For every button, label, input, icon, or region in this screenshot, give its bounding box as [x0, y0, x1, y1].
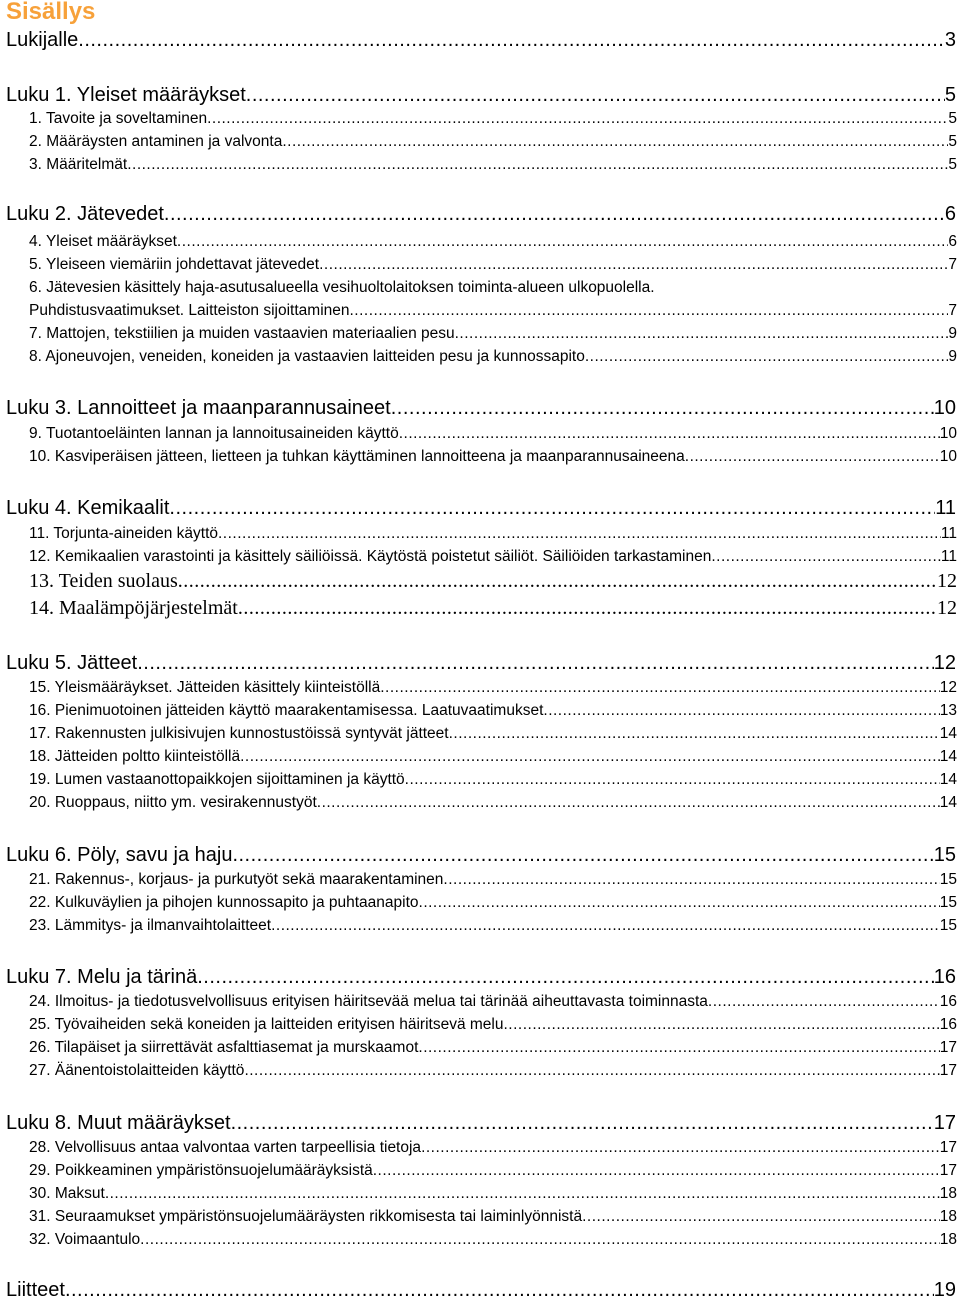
toc-entry-label: 7. Mattojen, tekstiilien ja muiden vastaavien materiaalien pesu: [29, 325, 455, 342]
toc-entry-text: 6. Jätevesien käsittely haja-asutusalueella vesihuoltolaitoksen toiminta-alueen ulkopuolella.: [29, 279, 655, 296]
dot-leader: [218, 525, 941, 543]
toc-section-entry[interactable]: [29, 1039, 957, 1057]
toc-page-number: 17: [933, 1112, 956, 1134]
toc-section-entry[interactable]: [29, 110, 957, 128]
dot-leader: [418, 1039, 939, 1057]
toc-page-number: 18: [939, 1185, 957, 1202]
toc-page-number: 5: [948, 156, 957, 173]
dot-leader: [238, 597, 937, 620]
toc-page-number: 7: [948, 302, 957, 319]
toc-entry-label: Luku 7. Melu ja tärinä: [6, 966, 198, 988]
toc-entry-label: 1. Tavoite ja soveltaminen: [29, 110, 208, 127]
toc-section-entry[interactable]: [29, 679, 957, 697]
toc-page-number: 12: [939, 679, 957, 696]
dot-leader: [373, 1162, 940, 1180]
dot-leader: [127, 156, 948, 174]
toc-page-number: 17: [939, 1062, 957, 1079]
dot-leader: [282, 133, 948, 151]
toc-chapter-entry[interactable]: [6, 397, 956, 420]
toc-entry-label: 21. Rakennus-, korjaus- ja purkutyöt sekä maarakentaminen: [29, 871, 444, 888]
toc-section-entry[interactable]: [29, 702, 957, 720]
dot-leader: [711, 548, 941, 566]
toc-entry-label: 17. Rakennusten julkisivujen kunnostustöissä syntyvät jätteet: [29, 725, 449, 742]
toc-entry-label: 19. Lumen vastaanottopaikkojen sijoittaminen ja käyttö: [29, 771, 405, 788]
toc-entry-label: 14. Maalämpöjärjestelmät: [29, 597, 238, 619]
toc-page-number: 10: [933, 397, 956, 419]
toc-entry-label: Luku 1. Yleiset määräykset: [6, 84, 246, 106]
toc-section-entry[interactable]: [29, 1139, 957, 1157]
toc-chapter-entry[interactable]: [6, 844, 956, 867]
dot-leader: [240, 748, 940, 766]
dot-leader: [391, 397, 934, 420]
toc-section-entry[interactable]: [29, 156, 957, 174]
toc-entry-label: 16. Pienimuotoinen jätteiden käyttö maarakentamisessa. Laatuvaatimukset: [29, 702, 544, 719]
toc-page-number: 14: [939, 748, 957, 765]
dot-leader: [449, 725, 940, 743]
toc-section-entry[interactable]: [29, 894, 957, 912]
toc-entry-label: 12. Kemikaalien varastointi ja käsittely säiliöissä. Käytöstä poistetut säiliöt. Säiliöiden tarkastaminen: [29, 548, 712, 565]
toc-entry-label: Luku 4. Kemikaalit: [6, 497, 170, 519]
toc-entry-label: 20. Ruoppaus, niitto ym. vesirakennustyöt: [29, 794, 317, 811]
toc-section-entry[interactable]: [29, 1185, 957, 1203]
toc-section-entry[interactable]: [29, 570, 957, 593]
toc-page-number: 3: [944, 29, 956, 51]
toc-entry-label: 25. Työvaiheiden sekä koneiden ja laitteiden erityisen häiritsevä melu: [29, 1016, 504, 1033]
dot-leader: [399, 425, 940, 443]
toc-page-number: 11: [940, 548, 957, 565]
toc-title: Sisällys: [6, 0, 96, 25]
toc-section-entry[interactable]: [29, 748, 957, 766]
toc-section-entry[interactable]: [29, 1208, 957, 1226]
toc-entry-label: Lukijalle: [6, 29, 79, 51]
dot-leader: [503, 1016, 939, 1034]
toc-page-number: 13: [939, 702, 957, 719]
dot-leader: [164, 203, 945, 226]
toc-entry-label: Luku 2. Jätevedet: [6, 203, 164, 225]
dot-leader: [708, 993, 940, 1011]
dot-leader: [443, 871, 939, 889]
toc-page-number: 17: [939, 1039, 957, 1056]
toc-chapter-entry[interactable]: [6, 652, 956, 675]
toc-section-entry[interactable]: [29, 771, 957, 789]
toc-entry-label: 2. Määräysten antaminen ja valvonta: [29, 133, 283, 150]
toc-entry-label: 29. Poikkeaminen ympäristönsuojelumääräyksistä: [29, 1162, 373, 1179]
toc-section-entry[interactable]: [29, 233, 957, 251]
toc-entry-label: Luku 5. Jätteet: [6, 652, 138, 674]
toc-page-number: 11: [940, 525, 957, 542]
dot-leader: [197, 966, 934, 989]
toc-page-number: 15: [939, 871, 957, 888]
toc-chapter-entry[interactable]: [6, 84, 956, 107]
dot-leader: [421, 1139, 940, 1157]
toc-page-number: 5: [948, 133, 957, 150]
toc-entry-label: 18. Jätteiden poltto kiinteistöllä: [29, 748, 241, 765]
toc-page-number: 11: [935, 497, 956, 519]
toc-entry-label: 5. Yleiseen viemäriin johdettavat jätevedet: [29, 256, 320, 273]
toc-entry-label: 9. Tuotantoeläinten lannan ja lannoitusaineiden käyttö: [29, 425, 399, 442]
toc-section-entry[interactable]: [29, 548, 957, 566]
toc-page-number: 14: [939, 794, 957, 811]
toc-page-number: 12: [937, 570, 957, 592]
toc-entry-label: 23. Lämmitys- ja ilmanvaihtolaitteet: [29, 917, 272, 934]
toc-entry-label: 15. Yleismääräykset. Jätteiden käsittely kiinteistöllä: [29, 679, 381, 696]
dot-leader: [65, 1279, 934, 1302]
toc-section-entry[interactable]: [29, 1016, 957, 1034]
toc-page-number: 18: [939, 1208, 957, 1225]
toc-page-number: 19: [933, 1279, 956, 1301]
toc-entry-label: 10. Kasviperäisen jätteen, lietteen ja tuhkan käyttäminen lannoitteena ja maanparannusaineena: [29, 448, 685, 465]
dot-leader: [543, 702, 939, 720]
dot-leader: [177, 233, 948, 251]
toc-page-number: 5: [944, 84, 956, 106]
toc-section-entry[interactable]: [29, 133, 957, 151]
toc-page-number: 18: [939, 1231, 957, 1248]
toc-section-entry[interactable]: [29, 1162, 957, 1180]
dot-leader: [685, 448, 940, 466]
toc-page-number: 15: [939, 917, 957, 934]
dot-leader: [178, 570, 937, 593]
toc-page-number: 17: [939, 1162, 957, 1179]
dot-leader: [169, 497, 935, 520]
dot-leader: [207, 110, 948, 128]
toc-entry-label: 31. Seuraamukset ympäristönsuojelumääräysten rikkomisesta tai laiminlyönnistä: [29, 1208, 583, 1225]
toc-page-number: 14: [939, 771, 957, 788]
toc-chapter-entry[interactable]: [6, 203, 956, 226]
toc-entry-label: Liitteet: [6, 1279, 65, 1301]
toc-section-entry[interactable]: [29, 525, 957, 543]
dot-leader: [350, 302, 949, 320]
toc-page-number: 9: [948, 325, 957, 342]
dot-leader: [317, 794, 940, 812]
toc-section-entry[interactable]: [29, 425, 957, 443]
toc-chapter-entry[interactable]: [6, 497, 956, 520]
toc-section-entry[interactable]: [29, 302, 957, 320]
toc-page-number: 5: [948, 110, 957, 127]
toc-section-entry[interactable]: [29, 794, 957, 812]
toc-entry-label: 3. Määritelmät: [29, 156, 128, 173]
toc-entry-label: 27. Äänentoistolaitteiden käyttö: [29, 1062, 245, 1079]
toc-section-entry[interactable]: [29, 256, 957, 274]
toc-page-number: 16: [933, 966, 956, 988]
toc-section-entry[interactable]: [29, 325, 957, 343]
toc-page-number: 6: [944, 203, 956, 225]
dot-leader: [246, 84, 945, 107]
toc-section-entry[interactable]: [29, 1062, 957, 1080]
dot-leader: [271, 917, 940, 935]
toc-entry-label: 26. Tilapäiset ja siirrettävät asfalttiasemat ja murskaamot: [29, 1039, 419, 1056]
toc-page-number: 16: [939, 993, 957, 1010]
toc-section-entry[interactable]: [29, 725, 957, 743]
dot-leader: [585, 348, 949, 366]
toc-page-number: 15: [933, 844, 956, 866]
toc-section-entry[interactable]: [29, 993, 957, 1011]
toc-page-number: 7: [948, 256, 957, 273]
toc-section-entry[interactable]: [29, 1231, 957, 1249]
toc-chapter-entry[interactable]: [6, 1279, 956, 1302]
toc-page-number: 10: [939, 448, 957, 465]
toc-page-number: 10: [939, 425, 957, 442]
toc-entry-label: 4. Yleiset määräykset: [29, 233, 177, 250]
toc-page-number: 6: [948, 233, 957, 250]
toc-entry-label: 11. Torjunta-aineiden käyttö: [29, 525, 218, 542]
toc-chapter-entry[interactable]: [6, 1112, 956, 1135]
toc-entry-label: 28. Velvollisuus antaa valvontaa varten tarpeellisia tietoja: [29, 1139, 422, 1156]
dot-leader: [78, 29, 945, 52]
dot-leader: [140, 1231, 940, 1249]
toc-page-number: 17: [939, 1139, 957, 1156]
dot-leader: [105, 1185, 940, 1203]
toc-entry-label: 8. Ajoneuvojen, veneiden, koneiden ja vastaavien laitteiden pesu ja kunnossapito: [29, 348, 585, 365]
dot-leader: [380, 679, 940, 697]
toc-page-number: 16: [939, 1016, 957, 1033]
dot-leader: [244, 1062, 939, 1080]
dot-leader: [319, 256, 948, 274]
toc-chapter-entry[interactable]: [6, 29, 956, 52]
toc-page-number: 9: [948, 348, 957, 365]
dot-leader: [232, 844, 933, 867]
toc-page-number: 15: [939, 894, 957, 911]
toc-entry-label: Luku 3. Lannoitteet ja maanparannusaineet: [6, 397, 391, 419]
toc-entry-label: Luku 8. Muut määräykset: [6, 1112, 231, 1134]
toc-entry-label: 13. Teiden suolaus: [29, 570, 178, 592]
toc-entry-label: 22. Kulkuväylien ja pihojen kunnossapito ja puhtaanapito: [29, 894, 419, 911]
toc-section-entry[interactable]: [29, 871, 957, 889]
toc-page-number: 12: [933, 652, 956, 674]
toc-page-number: 14: [939, 725, 957, 742]
toc-section-entry[interactable]: [29, 597, 957, 620]
toc-chapter-entry[interactable]: [6, 966, 956, 989]
toc-entry-label: 24. Ilmoitus- ja tiedotusvelvollisuus erityisen häiritsevää melua tai tärinää aiheuttavasta toiminnasta: [29, 993, 708, 1010]
toc-entry-label: 30. Maksut: [29, 1185, 105, 1202]
dot-leader: [405, 771, 940, 789]
toc-section-entry[interactable]: [29, 917, 957, 935]
dot-leader: [419, 894, 940, 912]
toc-entry-label: 32. Voimaantulo: [29, 1231, 141, 1248]
toc-section-entry[interactable]: [29, 448, 957, 466]
dot-leader: [582, 1208, 940, 1226]
toc-section-entry[interactable]: [29, 348, 957, 366]
toc-entry-label: Puhdistusvaatimukset. Laitteiston sijoittaminen: [29, 302, 350, 319]
dot-leader: [455, 325, 949, 343]
dot-leader: [231, 1112, 934, 1135]
toc-page-number: 12: [937, 597, 957, 619]
toc-entry-label: Luku 6. Pöly, savu ja haju: [6, 844, 233, 866]
dot-leader: [137, 652, 934, 675]
